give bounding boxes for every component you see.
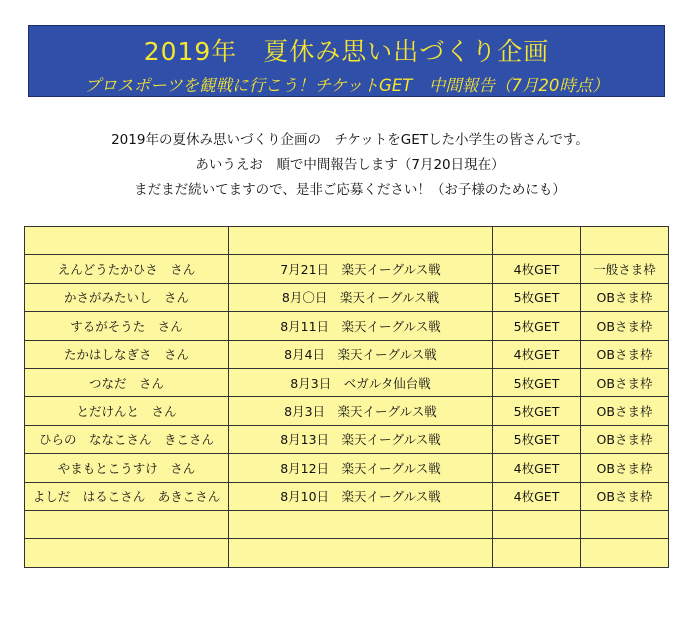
ticket-count: 5枚GET xyxy=(493,397,581,425)
table-row xyxy=(25,482,669,510)
quota-type xyxy=(581,227,669,255)
game-event xyxy=(229,227,493,255)
intro-line-3: まだまだ続いてますので、是非ご応募ください！（お子様のためにも） xyxy=(134,182,566,198)
table-row xyxy=(25,539,669,567)
table-row xyxy=(25,227,669,255)
quota-type: OBさま枠 xyxy=(581,425,669,453)
game-event: 8月11日 楽天イーグルス戦 xyxy=(229,312,493,340)
quota-type: OBさま枠 xyxy=(581,397,669,425)
game-event xyxy=(229,510,493,538)
winner-name: やまもとこうすけ さん xyxy=(25,454,229,482)
intro-line-2: あいうえお 順で中間報告します（7月20日現在） xyxy=(195,157,505,173)
winner-name: ひらの ななこさん きこさん xyxy=(25,425,229,453)
ticket-count: 4枚GET xyxy=(493,340,581,368)
table-row xyxy=(25,312,669,340)
page-subtitle: プロスポーツを観戦に行こう！チケットGET 中間報告（7月20時点） xyxy=(84,76,609,95)
winner-name xyxy=(25,227,229,255)
ticket-count: 5枚GET xyxy=(493,283,581,311)
intro-text xyxy=(0,128,700,203)
ticket-count: 5枚GET xyxy=(493,425,581,453)
ticket-winners-table xyxy=(24,226,669,568)
ticket-count xyxy=(493,539,581,567)
ticket-count: 4枚GET xyxy=(493,255,581,283)
ticket-count: 4枚GET xyxy=(493,454,581,482)
quota-type: OBさま枠 xyxy=(581,482,669,510)
intro-line-1: 2019年の夏休み思いづくり企画の チケットをGETした小学生の皆さんです。 xyxy=(111,132,589,148)
quota-type xyxy=(581,539,669,567)
winner-name xyxy=(25,510,229,538)
game-event: 8月3日 ベガルタ仙台戦 xyxy=(229,368,493,396)
game-event: 8月4日 楽天イーグルス戦 xyxy=(229,340,493,368)
table-row xyxy=(25,454,669,482)
winner-name xyxy=(25,539,229,567)
game-event: 8月12日 楽天イーグルス戦 xyxy=(229,454,493,482)
game-event: 7月21日 楽天イーグルス戦 xyxy=(229,255,493,283)
ticket-count xyxy=(493,227,581,255)
winner-name: たかはしなぎさ さん xyxy=(25,340,229,368)
quota-type: OBさま枠 xyxy=(581,283,669,311)
title-banner xyxy=(28,25,665,97)
winner-name: とだけんと さん xyxy=(25,397,229,425)
game-event: 8月10日 楽天イーグルス戦 xyxy=(229,482,493,510)
page-title: 2019年 夏休み思い出づくり企画 xyxy=(143,37,550,66)
winner-name: かさがみたいし さん xyxy=(25,283,229,311)
ticket-count xyxy=(493,510,581,538)
table-row xyxy=(25,255,669,283)
table-row xyxy=(25,283,669,311)
table-row xyxy=(25,368,669,396)
quota-type: 一般さま枠 xyxy=(581,255,669,283)
game-event: 8月〇日 楽天イーグルス戦 xyxy=(229,283,493,311)
table-row xyxy=(25,397,669,425)
quota-type: OBさま枠 xyxy=(581,368,669,396)
game-event: 8月3日 楽天イーグルス戦 xyxy=(229,397,493,425)
ticket-count: 5枚GET xyxy=(493,368,581,396)
game-event: 8月13日 楽天イーグルス戦 xyxy=(229,425,493,453)
winner-name: するがそうた さん xyxy=(25,312,229,340)
winner-name: えんどうたかひさ さん xyxy=(25,255,229,283)
game-event xyxy=(229,539,493,567)
quota-type: OBさま枠 xyxy=(581,454,669,482)
ticket-count: 5枚GET xyxy=(493,312,581,340)
table-row xyxy=(25,510,669,538)
quota-type: OBさま枠 xyxy=(581,340,669,368)
quota-type xyxy=(581,510,669,538)
quota-type: OBさま枠 xyxy=(581,312,669,340)
table-row xyxy=(25,425,669,453)
ticket-count: 4枚GET xyxy=(493,482,581,510)
table-row xyxy=(25,340,669,368)
winner-name: つなだ さん xyxy=(25,368,229,396)
winner-name: よしだ はるこさん あきこさん xyxy=(25,482,229,510)
